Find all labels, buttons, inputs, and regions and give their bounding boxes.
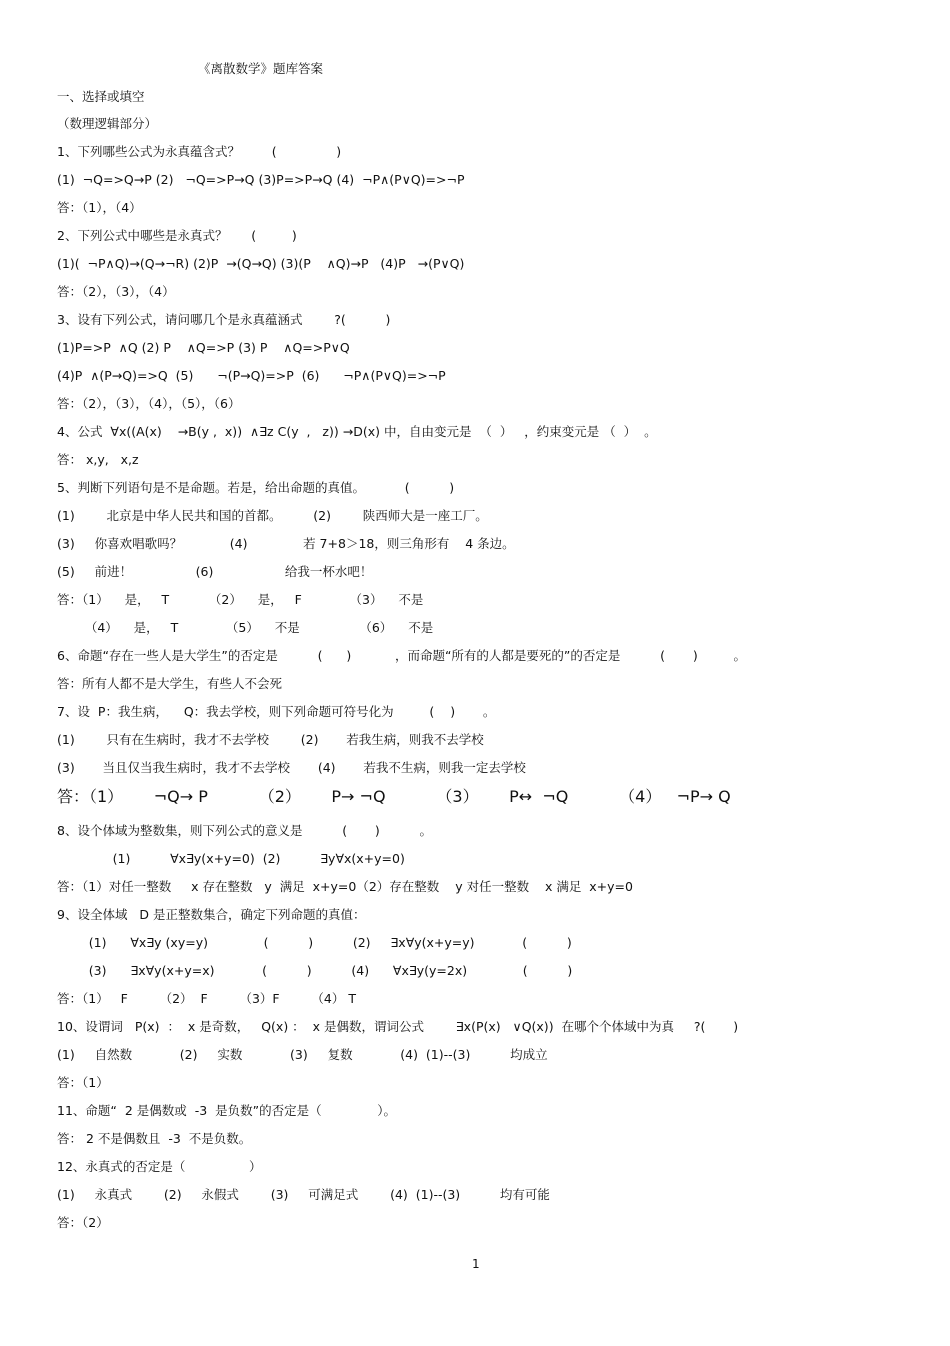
answer-10: 答：（1） — [57, 1075, 109, 1090]
question-5-items-b: (3) 你喜欢唱歌吗？ (4) 若 7+8＞18，则三角形有 4 条边。 — [57, 536, 515, 551]
question-10-options: (1) 自然数 (2) 实数 (3) 复数 (4) (1)--(3) 均成立 — [57, 1047, 548, 1062]
question-3-options-b: (4)P ∧(P→Q)=>Q (5) ¬(P→Q)=>P (6) ¬P∧(P∨Q)=>¬P — [57, 368, 446, 383]
question-9: 9、设全体域 D 是正整数集合，确定下列命题的真值： — [57, 907, 366, 922]
question-1: 1、下列哪些公式为永真蕴含式？ ( ) — [57, 144, 342, 159]
question-4: 4、公式 ∀x((A(x) →B(y , x)) ∧∃z C(y , z)) →D(x) 中，自由变元是 （ ） ，约束变元是 （ ） 。 — [57, 424, 657, 439]
answer-3: 答：（2），（3），（4），（5），（6） — [57, 396, 241, 411]
question-5-items-a: (1) 北京是中华人民共和国的首都。 (2) 陕西师大是一座工厂。 — [57, 508, 488, 523]
question-3-options-a: (1)P=>P ∧Q (2) P ∧Q=>P (3) P ∧Q=>P∨Q — [57, 340, 350, 355]
answer-4: 答： x,y, x,z — [57, 452, 139, 467]
answer-1: 答：（1），（4） — [57, 200, 142, 215]
question-7: 7、设 P：我生病， Q：我去学校，则下列命题可符号化为 ( ) 。 — [57, 704, 496, 719]
question-7-items-b: (3) 当且仅当我生病时，我才不去学校 (4) 若我不生病，则我一定去学校 — [57, 760, 526, 775]
question-7-items-a: (1) 只有在生病时，我才不去学校 (2) 若我生病，则我不去学校 — [57, 732, 484, 747]
question-1-options: (1) ¬Q=>Q→P (2) ¬Q=>P→Q (3)P=>P→Q (4) ¬P∧(P∨Q)=>¬P — [57, 172, 465, 187]
question-10: 10、设谓词 P(x) ： x 是奇数， Q(x) ： x 是偶数，谓词公式 ∃x(P(x) ∨Q(x)) 在哪个个体域中为真 ?( ) — [57, 1019, 739, 1034]
question-12-options: (1) 永真式 (2) 永假式 (3) 可满足式 (4) (1)--(3) 均有可能 — [57, 1187, 550, 1202]
answer-8: 答：（1）对任一整数 x 存在整数 y 满足 x+y=0（2）存在整数 y 对任一整数 x 满足 x+y=0 — [57, 879, 633, 894]
question-9-items-a: (1) ∀x∃y (xy=y) ( ) (2) ∃x∀y(x+y=y) ( ) — [57, 935, 572, 950]
answer-9: 答：（1） F （2） F （3）F （4） T — [57, 991, 356, 1006]
section-heading: 一、选择或填空 — [57, 89, 145, 104]
question-2: 2、下列公式中哪些是永真式？ ( ) — [57, 228, 297, 243]
question-8: 8、设个体域为整数集，则下列公式的意义是 ( ) 。 — [57, 823, 432, 838]
question-11: 11、命题“ 2 是偶数或 -3 是负数”的否定是（ ）。 — [57, 1103, 396, 1118]
answer-2: 答：（2），（3），（4） — [57, 284, 175, 299]
answer-7: 答：（1） ¬Q→ P （2） P→ ¬Q （3） P↔ ¬Q （4） ¬P→ Q — [57, 787, 731, 806]
answer-11: 答： 2 不是偶数且 -3 不是负数。 — [57, 1131, 252, 1146]
question-5: 5、判断下列语句是不是命题。若是，给出命题的真值。 ( ) — [57, 480, 455, 495]
answer-6: 答：所有人都不是大学生，有些人不会死 — [57, 676, 283, 691]
question-8-formulas: (1) ∀x∃y(x+y=0) (2) ∃y∀x(x+y=0) — [57, 851, 405, 866]
question-12: 12、永真式的否定是（ ） — [57, 1159, 262, 1174]
answer-5-b: （4） 是， T （5） 不是 （6） 不是 — [57, 620, 434, 635]
subsection-heading: （数理逻辑部分） — [57, 116, 158, 131]
answer-12: 答：（2） — [57, 1215, 109, 1230]
question-9-items-b: (3) ∃x∀y(x+y=x) ( ) (4) ∀x∃y(y=2x) ( ) — [57, 963, 573, 978]
page-number: 1 — [472, 1257, 480, 1271]
question-5-items-c: (5) 前进！ (6) 给我一杯水吧！ — [57, 564, 373, 579]
question-6: 6、命题“存在一些人是大学生”的否定是 ( ) ，而命题“所有的人都是要死的”的否定是 ( ) 。 — [57, 648, 746, 663]
question-2-options: (1)( ¬P∧Q)→(Q→¬R) (2)P →(Q→Q) (3)(P ∧Q)→P (4)P →(P∨Q) — [57, 256, 465, 271]
answer-5-a: 答：（1） 是， T （2） 是， F （3） 不是 — [57, 592, 424, 607]
question-3: 3、设有下列公式，请问哪几个是永真蕴涵式 ?( ) — [57, 312, 391, 327]
page-title: 《离散数学》题库答案 — [198, 61, 324, 76]
